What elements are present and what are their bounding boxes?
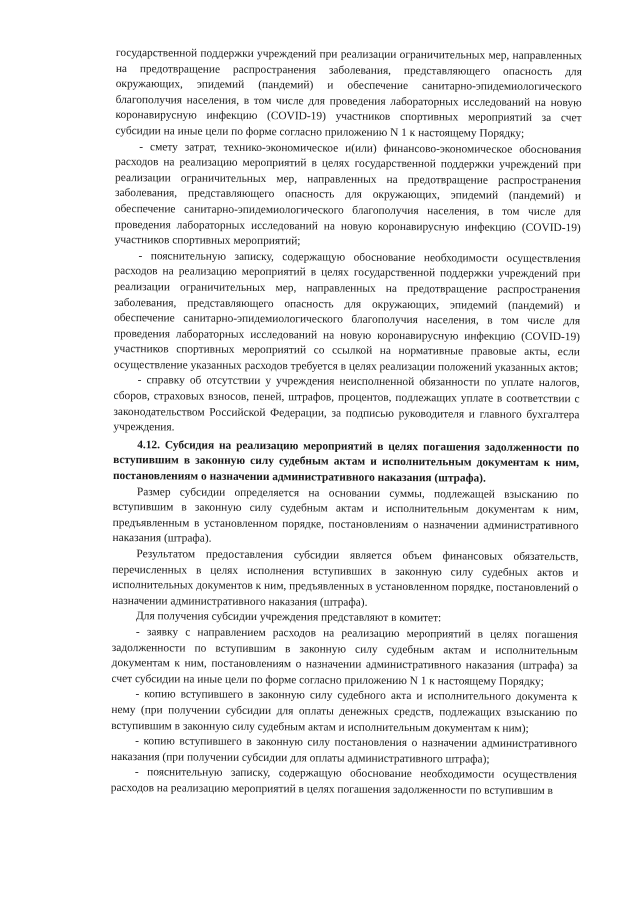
paragraph-continuation: государственной поддержки учреждений при реализации ограничительных мер, направленных на предотвращение распространения заболевания, представляющего опасность для окружающих, эпидемий (пандемий) и обеспечение санитарно-эпидемиологического благополучия населения, в том числе для проведения лабораторных исследований на новую коронавирусную инфекцию (COVID-19) участников спортивных мероприятий за счет субсидии на иные цели по форме согласно приложению N 1 к настоящему Порядку; bbox=[115, 46, 582, 140]
paragraph-explanatory-note-2: - пояснительную записку, содержащую обоснование необходимости осуществления расходов на реализацию мероприятий в целях погашения задолженности по вступившим в bbox=[110, 766, 577, 797]
body-text bbox=[111, 46, 582, 800]
paragraph-decision-copy: - копию вступившего в законную силу постановления о назначении административного наказания (при получении субсидии для оплаты административного штрафа); bbox=[110, 735, 578, 766]
paragraph-tax-certificate: - справку об отсутствии у учреждения неисполненной обязанности по уплате налогов, сборов, страховых взносов, пеней, штрафов, процентов, подлежащих уплате в соответствии с законодательством Российской Федерации, за подписью руководителя и главного бухгалтера учреждения. bbox=[113, 374, 580, 434]
paragraph-subsidy-amount: Размер субсидии определяется на основании суммы, подлежащей взысканию по вступившим в законную силу судебным актам и исполнительным документам к ним, предъявленным в установленном порядке, постановлениям о назначении административного наказания (штрафа). bbox=[112, 485, 579, 546]
paragraph-documents-intro: Для получения субсидии учреждения представляют в комитет: bbox=[135, 610, 442, 625]
paragraph-subsidy-result: Результатом предоставления субсидии является объем финансовых обязательств, перечисленных в целях исполнения вступивших в законную силу судебных актов и исполнительных документов к ним, предъявленных в установленном порядке, постановлений о назначении административного наказания (штрафа). bbox=[112, 548, 579, 609]
paragraph-court-act-copy: - копию вступившего в законную силу судебного акта и исполнительного документа к нему (при получении субсидии для оплаты денежных средств, подлежащих взысканию по вступившим в законную силу судебным актам и исполнительным документам к ним); bbox=[111, 688, 578, 735]
paragraph-cost-estimate: - смету затрат, технико-экономическое и(или) финансово-экономическое обоснования расходов на реализацию мероприятий в целях государственной поддержки учреждений при реализации ограничительных мер, направленных на предотвращение распространения заболевания, представляющего опасность для окружающих, эпидемий (пандемий) и обеспечение санитарно-эпидемиологического благополучия населения, в том числе для проведения лабораторных исследований на новую коронавирусную инфекцию (COVID-19) участников спортивных мероприятий; bbox=[114, 140, 582, 248]
section-heading-4-12: 4.12. Субсидия на реализацию мероприятий в целях погашения задолженности по вступившим в законную силу судебным актам и исполнительным документам к ним, постановлениям о назначении административного наказания (штрафа). bbox=[112, 439, 580, 485]
paragraph-application: - заявку с направлением расходов на реализацию мероприятий в целях погашения задолженности по вступившим в законную силу судебным актам и исполнительным документам к ним, постановлениям о назначении административного наказания (штрафа) за счет субсидии на иные цели по форме согласно приложению N 1 к настоящему Порядку; bbox=[111, 626, 578, 688]
paragraph-explanatory-note: - пояснительную записку, содержащую обоснование необходимости осуществления расходов на реализацию мероприятий в целях государственной поддержки учреждений при реализации ограничительных мер, направленных на предотвращение распространения заболевания, представляющего опасность для окружающих, эпидемий (пандемий) и обеспечение санитарно-эпидемиологического благополучия населения, в том числе для проведения лабораторных исследований на новую коронавирусную инфекцию (COVID-19) участников спортивных мероприятий со ссылкой на нормативные правовые акты, если осуществление указанных расходов требуется в целях реализации положений указанных актов; bbox=[113, 249, 581, 375]
